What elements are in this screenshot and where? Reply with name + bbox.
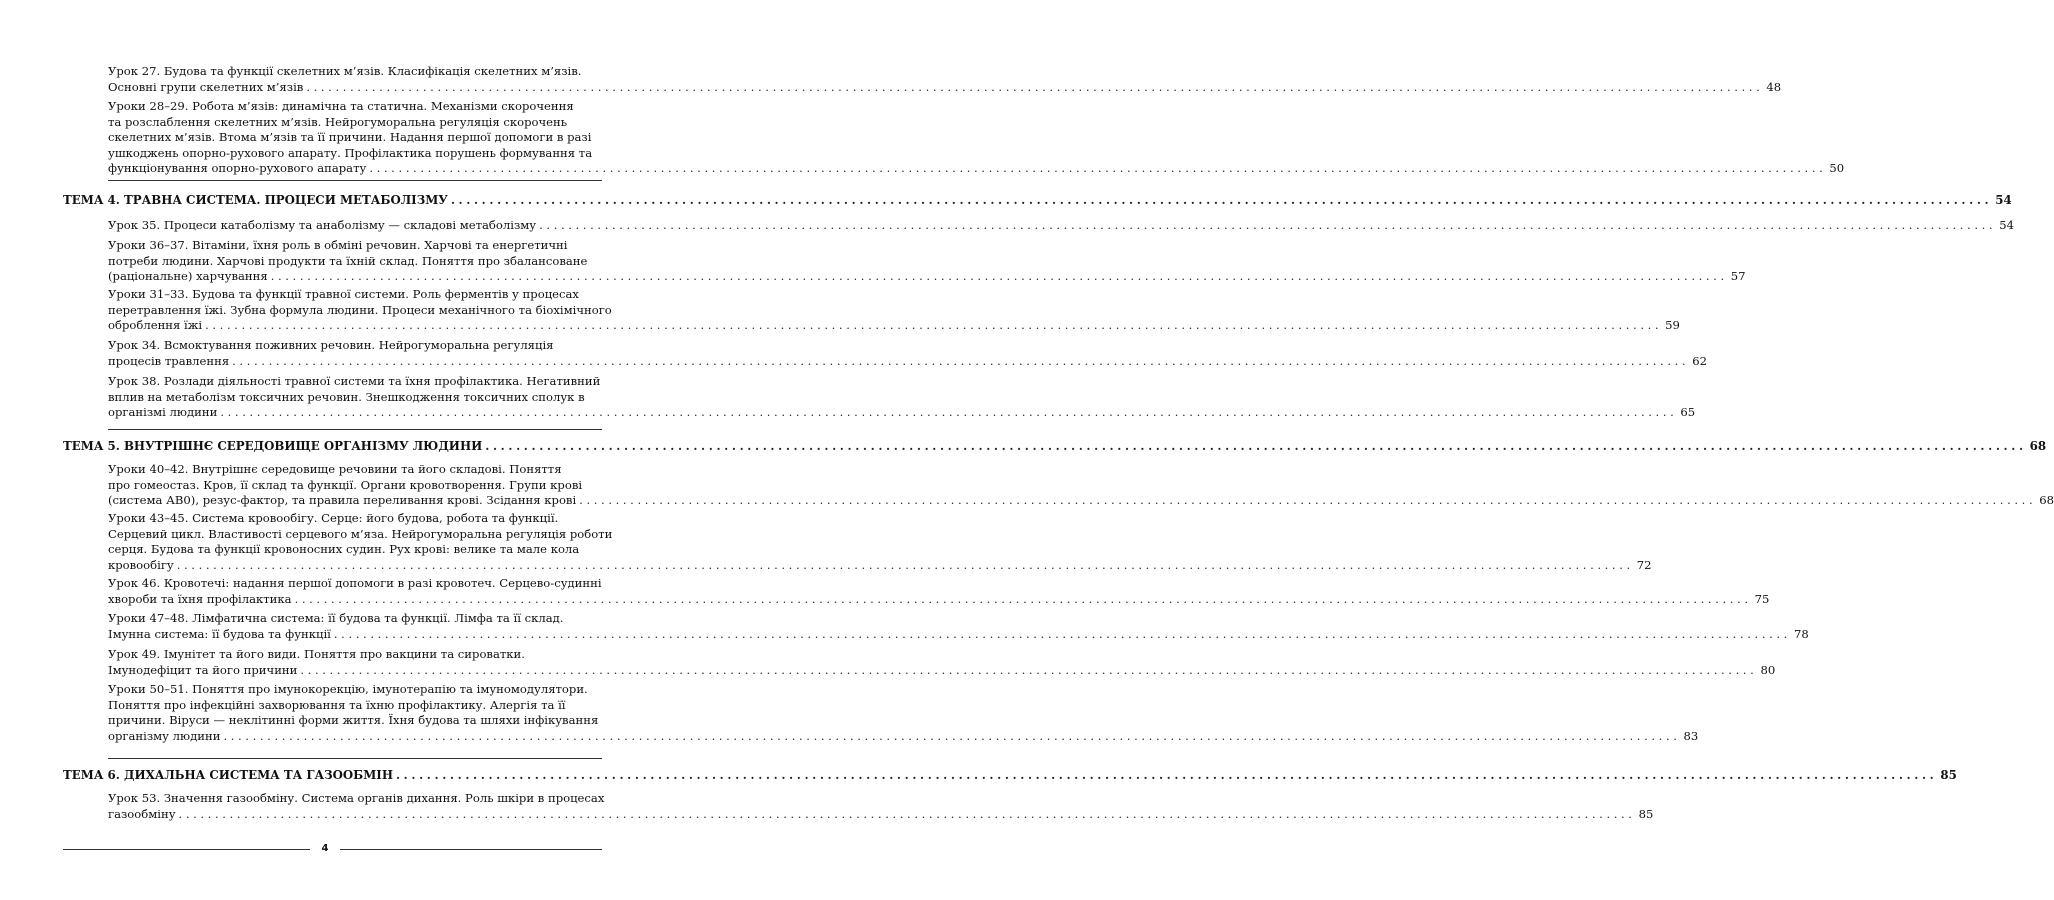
dot-leader: ........................................................................................................................................................................................................: [395, 768, 1938, 782]
toc-entry-final-line: [108, 806, 1654, 823]
toc-entry-line: (система АВ0), резус-фактор, та правила переливання крові. Зсідання крові: [108, 493, 577, 508]
dot-leader: ........................................................................................................................................................................................................: [300, 662, 1758, 677]
toc-page-ref: 75: [1754, 591, 1770, 606]
toc-entry-line: Уроки 28–29. Робота м’язів: динамічна та статична. Механізми скорочення: [108, 99, 574, 113]
toc-entry-final-line: [108, 557, 1652, 574]
toc-lesson-entry: [108, 338, 1707, 369]
toc-entry-line: про гомеостаз. Кров, її склад та функції. Органи кровотворення. Групи крові: [108, 477, 583, 492]
toc-lesson-entry: [108, 462, 2054, 509]
toc-page-ref: 85: [1638, 806, 1654, 821]
footer-rule-left: [63, 849, 310, 850]
toc-lesson-entry: [108, 611, 1809, 642]
toc-page-ref: 85: [1940, 768, 1957, 782]
toc-entry-line: потреби людини. Харчові продукти та їхній склад. Поняття про збалансоване: [108, 253, 588, 268]
toc-entry-final-line: [108, 405, 1696, 421]
toc-entry-final-line: [108, 728, 1699, 745]
toc-entry-final-line: [108, 269, 1746, 285]
toc-topic-heading: [63, 193, 2012, 209]
toc-page-ref: 65: [1680, 405, 1696, 420]
toc-entry-final-line: [108, 218, 2014, 234]
toc-entry-line: Серцевий цикл. Властивості серцевого м’яза. Нейрогуморальна регуляція роботи: [108, 526, 613, 541]
toc-lesson-entry: [108, 511, 1652, 573]
toc-entry-line: Уроки 50–51. Поняття про імунокорекцію, імунотерапію та імуномодулятори.: [108, 682, 588, 696]
toc-topic-heading: [63, 439, 2047, 455]
toc-entry-line: (раціональне) харчування: [108, 269, 268, 284]
toc-page-ref: 72: [1636, 557, 1652, 572]
toc-page-ref: 54: [1995, 193, 2012, 207]
toc-lesson-entry: [108, 576, 1770, 607]
toc-entry-line: оброблення їжі: [108, 318, 203, 333]
toc-page-ref: 62: [1692, 353, 1707, 368]
toc-entry-line: Урок 34. Всмоктування поживних речовин. Нейрогуморальна регуляція: [108, 338, 554, 352]
separator-rule-1: [108, 180, 602, 181]
dot-leader: ........................................................................................................................................................................................................: [205, 318, 1663, 333]
page-number: 4: [321, 843, 329, 854]
dot-leader: ........................................................................................................................................................................................................: [232, 353, 1690, 368]
toc-entry-final-line: [108, 79, 1782, 96]
toc-entry-line: Урок 46. Кровотечі: надання першої допомоги в разі кровотеч. Серцево-судинні: [108, 576, 602, 590]
dot-leader: ........................................................................................................................................................................................................: [539, 218, 1997, 232]
toc-entry-final-line: [63, 193, 2012, 209]
toc-entry-line: Урок 35. Процеси катаболізму та анаболізму — складові метаболізму: [108, 218, 537, 232]
toc-entry-line: кровообігу: [108, 557, 174, 572]
toc-entry-line: Імунна система: її будова та функції: [108, 626, 331, 641]
toc-entry-line: перетравлення їжі. Зубна формула людини. Процеси механічного та біохімічного: [108, 302, 612, 317]
toc-entry-line: та розслаблення скелетних м’язів. Нейрогуморальна регуляція скорочень: [108, 114, 568, 129]
toc-entry-line: ТЕМА 4. ТРАВНА СИСТЕМА. ПРОЦЕСИ МЕТАБОЛІЗМУ: [63, 193, 448, 207]
toc-entry-line: ушкоджень опорно-рухового апарату. Профілактика порушень формування та: [108, 145, 593, 160]
toc-lesson-entry: [108, 238, 1746, 285]
toc-entry-line: Урок 49. Імунітет та його види. Поняття про вакцини та сироватки.: [108, 647, 525, 661]
footer-rule-right: [340, 849, 602, 850]
toc-page-ref: 48: [1766, 79, 1782, 94]
toc-entry-line: ТЕМА 6. ДИХАЛЬНА СИСТЕМА ТА ГАЗООБМІН: [63, 768, 393, 782]
toc-entry-final-line: [63, 768, 1957, 784]
dot-leader: ........................................................................................................................................................................................................: [306, 79, 1764, 94]
toc-page-ref: 57: [1730, 269, 1746, 284]
toc-entry-line: Уроки 31–33. Будова та функції травної системи. Роль ферментів у процесах: [108, 287, 579, 301]
dot-leader: ........................................................................................................................................................................................................: [223, 728, 1681, 743]
toc-entry-line: функціонування опорно-рухового апарату: [108, 161, 367, 176]
toc-entry-final-line: [63, 439, 2047, 455]
toc-page-ref: 68: [2039, 493, 2054, 508]
toc-page-ref: 50: [1829, 161, 1845, 176]
toc-entry-line: хвороби та їхня профілактика: [108, 591, 292, 606]
separator-rule-3: [108, 758, 602, 759]
dot-leader: ........................................................................................................................................................................................................: [485, 439, 2027, 453]
toc-entry-line: газообміну: [108, 806, 176, 821]
toc-entry-line: Уроки 36–37. Вітаміни, їхня роль в обміні речовин. Харчові та енергетичні: [108, 238, 568, 252]
toc-lesson-entry: [108, 682, 1699, 744]
dot-leader: ........................................................................................................................................................................................................: [579, 493, 2037, 508]
toc-lesson-entry: [108, 64, 1782, 95]
toc-entry-final-line: [108, 353, 1707, 370]
toc-entry-line: Уроки 43–45. Система кровообігу. Серце: його будова, робота та функції.: [108, 511, 559, 525]
toc-lesson-entry: [108, 99, 1845, 177]
toc-topic-heading: [63, 768, 1957, 784]
toc-entry-line: причини. Віруси — неклітинні форми життя. Їхня будова та шляхи інфікування: [108, 713, 599, 728]
toc-page-ref: 68: [2029, 439, 2047, 453]
toc-page-ref: 59: [1665, 318, 1680, 333]
toc-lesson-entry: [108, 287, 1680, 334]
toc-lesson-entry: [108, 791, 1654, 822]
toc-entry-final-line: [108, 662, 1776, 679]
dot-leader: ........................................................................................................................................................................................................: [450, 193, 1993, 207]
toc-lesson-entry: [108, 218, 2014, 234]
toc-entry-line: Урок 53. Значення газообміну. Система органів дихання. Роль шкіри в процесах: [108, 791, 605, 805]
toc-entry-line: процесів травлення: [108, 353, 230, 368]
toc-entry-line: Уроки 40–42. Внутрішнє середовище речовини та його складові. Поняття: [108, 462, 562, 476]
toc-entry-line: Імунодефіцит та його причини: [108, 662, 298, 677]
dot-leader: ........................................................................................................................................................................................................: [294, 591, 1752, 606]
toc-lesson-entry: [108, 647, 1776, 678]
dot-leader: ........................................................................................................................................................................................................: [178, 806, 1636, 821]
toc-entry-line: скелетних м’язів. Втома м’язів та її причини. Надання першої допомоги в разі: [108, 130, 592, 145]
toc-entry-line: вплив на метаболізм токсичних речовин. Знешкодження токсичних сполук в: [108, 389, 585, 404]
toc-entry-line: серця. Будова та функції кровоносних судин. Рух крові: велике та мале кола: [108, 542, 580, 557]
toc-entry-line: Урок 38. Розлади діяльності травної системи та їхня профілактика. Негативний: [108, 374, 601, 388]
toc-entry-final-line: [108, 493, 2054, 509]
dot-leader: ........................................................................................................................................................................................................: [369, 161, 1827, 176]
dot-leader: ........................................................................................................................................................................................................: [220, 405, 1678, 420]
toc-entry-line: організмі людини: [108, 405, 218, 420]
toc-entry-line: Основні групи скелетних м’язів: [108, 79, 304, 94]
dot-leader: ........................................................................................................................................................................................................: [270, 269, 1728, 284]
toc-entry-line: Уроки 47–48. Лімфатична система: її будова та функції. Лімфа та її склад.: [108, 611, 564, 625]
toc-entry-final-line: [108, 591, 1770, 608]
toc-entry-line: організму людини: [108, 728, 221, 743]
separator-rule-2: [108, 429, 602, 430]
toc-entry-final-line: [108, 318, 1680, 334]
toc-lesson-entry: [108, 374, 1696, 421]
toc-entry-line: Урок 27. Будова та функції скелетних м’язів. Класифікація скелетних м’язів.: [108, 64, 582, 78]
toc-page-ref: 80: [1760, 662, 1776, 677]
toc-entry-line: Поняття про інфекційні захворювання та їхню профілактику. Алергія та її: [108, 697, 566, 712]
dot-leader: ........................................................................................................................................................................................................: [176, 557, 1634, 572]
toc-entry-final-line: [108, 626, 1809, 643]
dot-leader: ........................................................................................................................................................................................................: [333, 626, 1791, 641]
toc-page-ref: 83: [1683, 728, 1699, 743]
toc-entry-final-line: [108, 161, 1845, 177]
toc-entry-line: ТЕМА 5. ВНУТРІШНЄ СЕРЕДОВИЩЕ ОРГАНІЗМУ ЛЮДИНИ: [63, 439, 483, 453]
toc-page-ref: 78: [1793, 626, 1809, 641]
toc-page-ref: 54: [1999, 218, 2014, 232]
